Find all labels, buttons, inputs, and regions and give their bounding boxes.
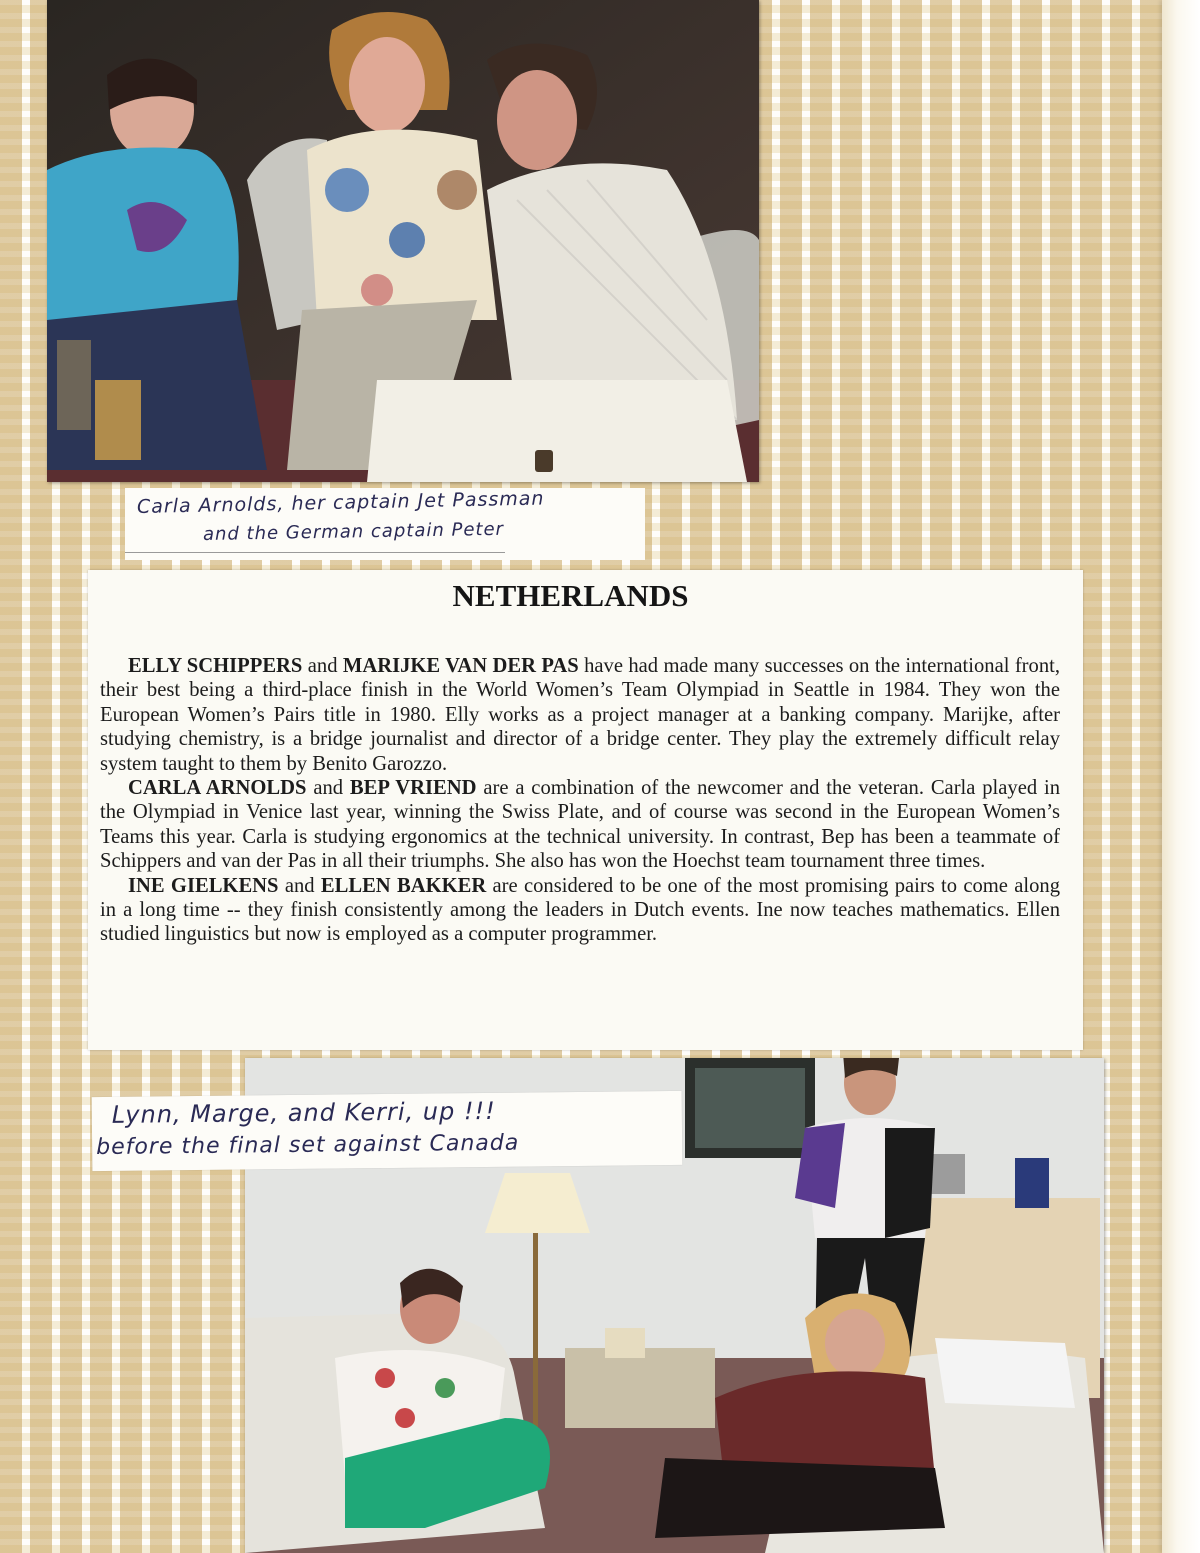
person-right-trousers <box>367 380 747 482</box>
top-photo-caption <box>125 488 645 560</box>
wristwatch <box>535 450 553 472</box>
lamp-pole <box>533 1233 538 1443</box>
article-title: NETHERLANDS <box>452 578 689 613</box>
article-paragraph: CARLA ARNOLDS and BEP VRIEND are a combination of the newcomer and the veteran. Carla played in the Olympiad in Venice last year, winning the Swiss Plate, and of course was second in the European Women’s Teams this year. Carla is studying ergonomics at the technical university. In contrast, Bep has been a teammate of Schippers and van der Pas in all their triumphs. She also has won the Hoechst team tournament three times. <box>100 777 1060 873</box>
player-name: MARIJKE VAN DER PAS <box>342 655 579 677</box>
newspaper-clipping <box>88 570 1083 1050</box>
top-caption-line-2: and the German captain Peter <box>202 518 505 545</box>
jacket <box>935 1338 1075 1408</box>
top-photograph <box>47 0 759 482</box>
person-middle-head <box>349 37 425 133</box>
album-page-edge <box>1162 0 1200 1553</box>
beer-glass <box>57 340 91 430</box>
player-name: INE GIELKENS <box>128 874 279 897</box>
article-paragraph: ELLY SCHIPPERS and MARIJKE VAN DER PAS have had made many successes on the international front, their best being a third-place finish in the World Women’s Team Olympiad in Seattle in 1984. They won the European Women’s Pairs title in 1980. Elly works as a project manager at a banking company. Marijke, after studying chemistry, is a bridge journalist and director of a bridge center. They play the extremely difficult relay system taught to them by Benito Garozzo. <box>100 655 1061 775</box>
top-photo-image <box>47 0 759 482</box>
telephone <box>605 1328 645 1358</box>
paragraph-text: are a combination of the newcomer and the veteran. Carla played in the Olympiad in Venice last year, winning the Swiss Plate, and of course was second in the European Women’s Teams this year. Carla is studying ergonomics at the technical university. In contrast, Bep has been a teammate of Schippers and van der Pas in all their triumphs. She also has won the Hoechst team tournament three times. <box>100 777 1060 873</box>
player-name: CARLA ARNOLDS <box>128 777 307 800</box>
paragraph-text: have had made many successes on the international front, their best being a third-place finish in the World Women’s Team Olympiad in Seattle in 1984. They won the European Women’s Pairs title in 1980. Elly works as a project manager at a banking company. Marijke, after studying chemistry, is a bridge journalist and director of a bridge center. They play the extremely difficult relay system taught to them by Benito Garozzo. <box>100 655 1061 775</box>
caption-underline <box>125 552 505 553</box>
bottom-photo-caption <box>92 1091 683 1171</box>
bottom-caption-line-1: Lynn, Marge, and Kerri, up !!! <box>111 1096 496 1129</box>
person-right-trousers <box>655 1458 945 1538</box>
paragraph-text: are considered to be one of the most promising pairs to come along in a long time -- they finish consistently among the leaders in Dutch events. Ine now teaches mathematics. Ellen studied linguistics but now is employed as a computer programmer. <box>100 874 1060 946</box>
article-paragraph: INE GIELKENS and ELLEN BAKKER are considered to be one of the most promising pairs to come along in a long time -- they finish consistently among the leaders in Dutch events. Ine now teaches mathematics. Ellen studied linguistics but now is employed as a computer programmer. <box>100 874 1060 946</box>
top-caption-line-1: Carla Arnolds, her captain Jet Passman <box>136 487 545 518</box>
person-right-head <box>825 1309 885 1377</box>
person-right-head <box>497 70 577 170</box>
player-name: ELLEN BAKKER <box>320 874 487 897</box>
beer-glass <box>95 380 141 460</box>
player-name: ELLY SCHIPPERS <box>128 655 303 677</box>
article-body <box>100 654 1060 947</box>
side-table <box>565 1348 715 1428</box>
bottom-caption-line-2: before the final set against Canada <box>96 1130 520 1161</box>
box <box>1015 1158 1049 1208</box>
player-name: BEP VRIEND <box>349 777 477 800</box>
